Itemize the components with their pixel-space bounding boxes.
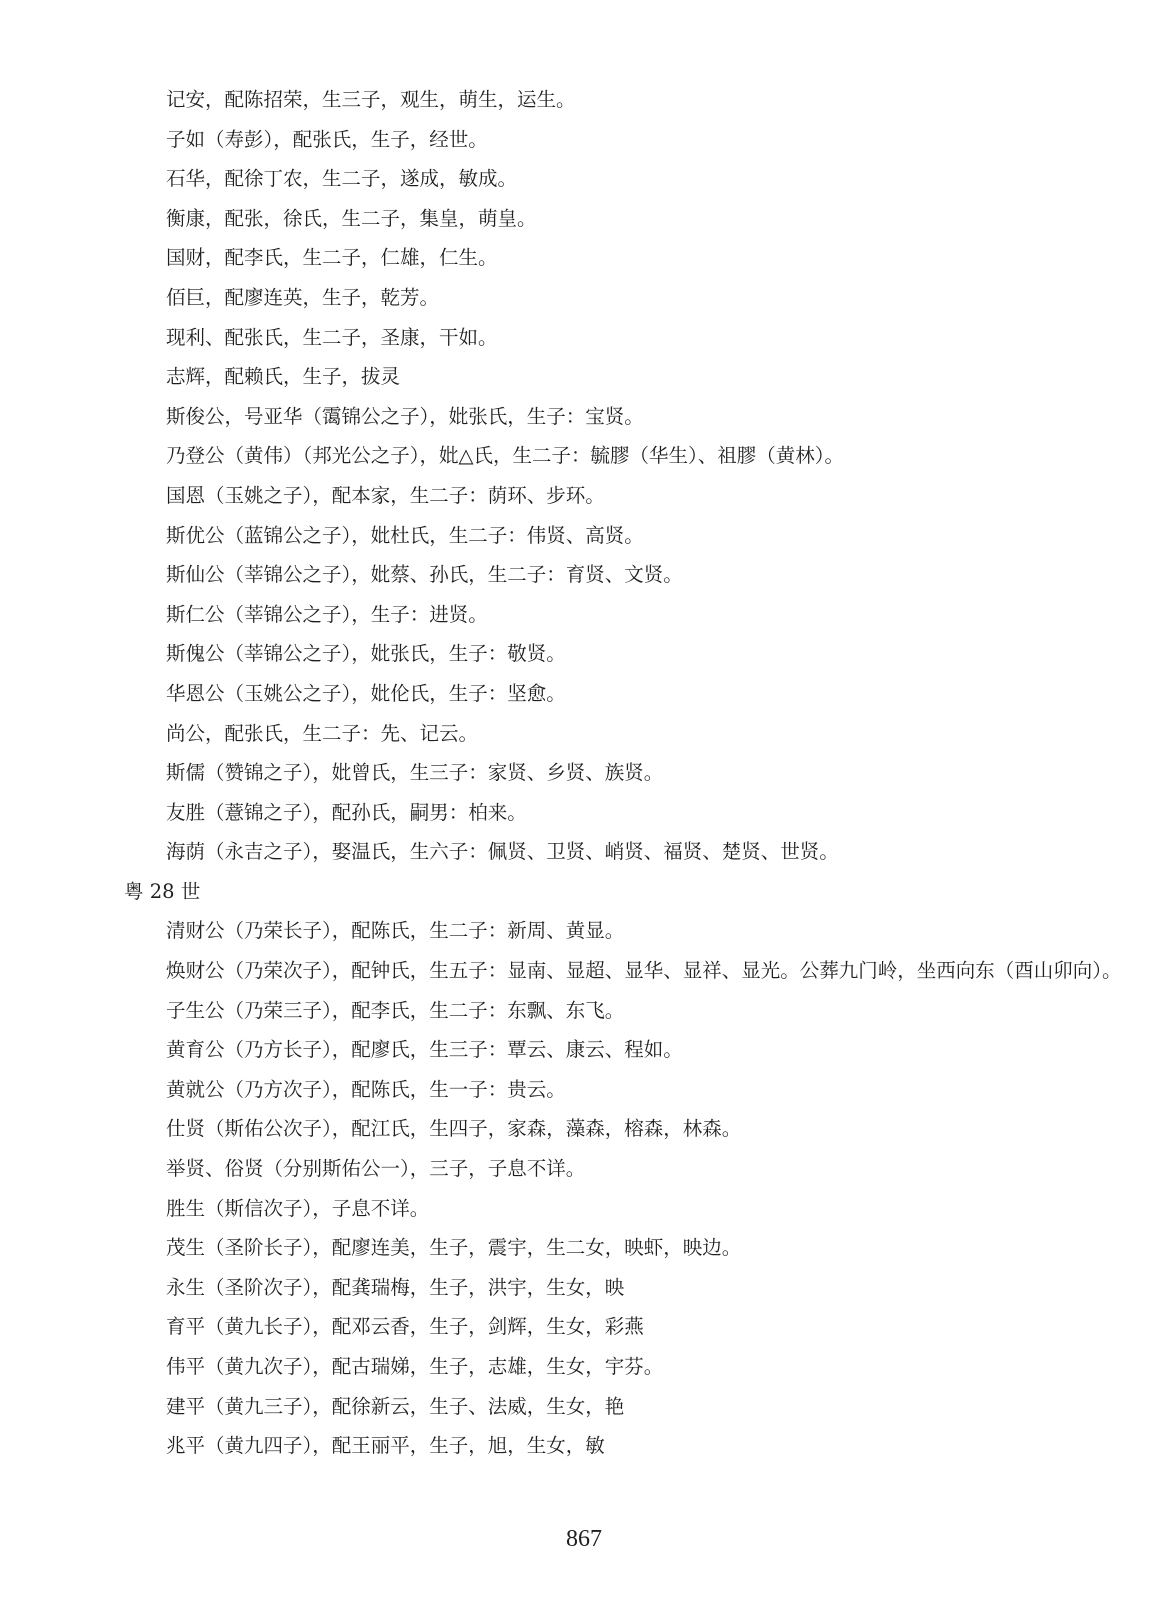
entry: 育平（黄九长子），配邓云香，生子，剑辉，生女，彩燕 xyxy=(166,1315,644,1339)
entry: 尚公，配张氏，生二子：先、记云。 xyxy=(166,721,479,745)
entry: 永生（圣阶次子），配龚瑞梅，生子，洪宇，生女，映 xyxy=(166,1275,625,1299)
entry: 友胜（薏锦之子），配孙氏，嗣男：柏来。 xyxy=(166,800,527,824)
entry: 伟平（黄九次子），配古瑞娣，生子，志雄，生女，宇芬。 xyxy=(166,1355,664,1378)
entry: 清财公（乃荣长子），配陈氏，生二子：新周、黄显。 xyxy=(166,919,625,943)
entry: 斯俊公，号亚华（霭锦公之子），妣张氏，生子：宝贤。 xyxy=(166,404,644,428)
entry: 华恩公（玉姚公之子），妣伦氏，生子：坚愈。 xyxy=(166,681,566,705)
entry: 海荫（永吉之子），娶温氏，生六子：佩贤、卫贤、峭贤、福贤、楚贤、世贤。 xyxy=(166,840,839,864)
entry: 记安，配陈招荣，生三子，观生，萌生，运生。 xyxy=(166,88,576,111)
entry: 茂生（圣阶长子），配廖连美，生子，震宇，生二女，映虾，映边。 xyxy=(166,1236,742,1260)
entry: 现利、配张氏，生二子，圣康，干如。 xyxy=(166,325,498,349)
entry: 黄育公（乃方长子），配廖氏，生三子：覃云、康云、程如。 xyxy=(166,1038,683,1062)
entry: 斯傀公（莘锦公之子），妣张氏，生子：敬贤。 xyxy=(166,642,566,666)
entry: 国恩（玉姚之子），配本家，生二子：荫环、步环。 xyxy=(166,483,605,507)
entry: 斯优公（蓝锦公之子），妣杜氏，生二子：伟贤、高贤。 xyxy=(166,523,644,547)
entry: 斯仁公（莘锦公之子），生子：进贤。 xyxy=(166,602,488,626)
entry: 胜生（斯信次子），子息不详。 xyxy=(166,1196,430,1220)
genealogy-entries xyxy=(124,80,1124,1466)
entry: 子如（寿彭），配张氏，生子，经世。 xyxy=(166,127,488,151)
entry: 斯儒（赞锦之子），妣曾氏，生三子：家贤、乡贤、族贤。 xyxy=(166,761,664,785)
entry: 斯仙公（莘锦公之子），妣蔡、孙氏，生二子：育贤、文贤。 xyxy=(166,563,683,587)
entry: 衡康，配张，徐氏，生二子，集皇，萌皇。 xyxy=(166,206,537,230)
entry: 兆平（黄九四子），配王丽平，生子，旭，生女，敏 xyxy=(166,1434,605,1458)
entry: 子生公（乃荣三子），配李氏，生二子：东飘、东飞。 xyxy=(166,998,625,1022)
entry: 国财，配李氏，生二子，仁雄，仁生。 xyxy=(166,246,498,270)
entry: 举贤、俗贤（分别斯佑公一），三子，子息不详。 xyxy=(166,1157,586,1181)
entry: 志辉，配赖氏，生子，拔灵 xyxy=(166,365,401,389)
entry: 佰巨，配廖连英，生子，乾芳。 xyxy=(166,285,440,309)
entry: 仕贤（斯佑公次子），配江氏，生四子，家森，藻森，榕森，林森。 xyxy=(166,1117,742,1141)
entry: 建平（黄九三子），配徐新云，生子、法威，生女，艳 xyxy=(166,1394,625,1418)
entry: 乃登公（黄伟）（邦光公之子），妣△氏，生二子：毓膠（华生）、祖膠（黄林）。 xyxy=(166,444,844,468)
section-heading: 粤 28 世 xyxy=(124,879,201,903)
entry: 黄就公（乃方次子），配陈氏，生一子：贵云。 xyxy=(166,1077,566,1101)
entry: 石华，配徐丁农，生二子，遂成，敏成。 xyxy=(166,167,518,191)
page-number: 867 xyxy=(566,1526,602,1552)
entry: 焕财公（乃荣次子），配钟氏，生五子：显南、显超、显华、显祥、显光。公葬九门岭，坐西向东（酉山卯向）。 xyxy=(166,959,1122,983)
